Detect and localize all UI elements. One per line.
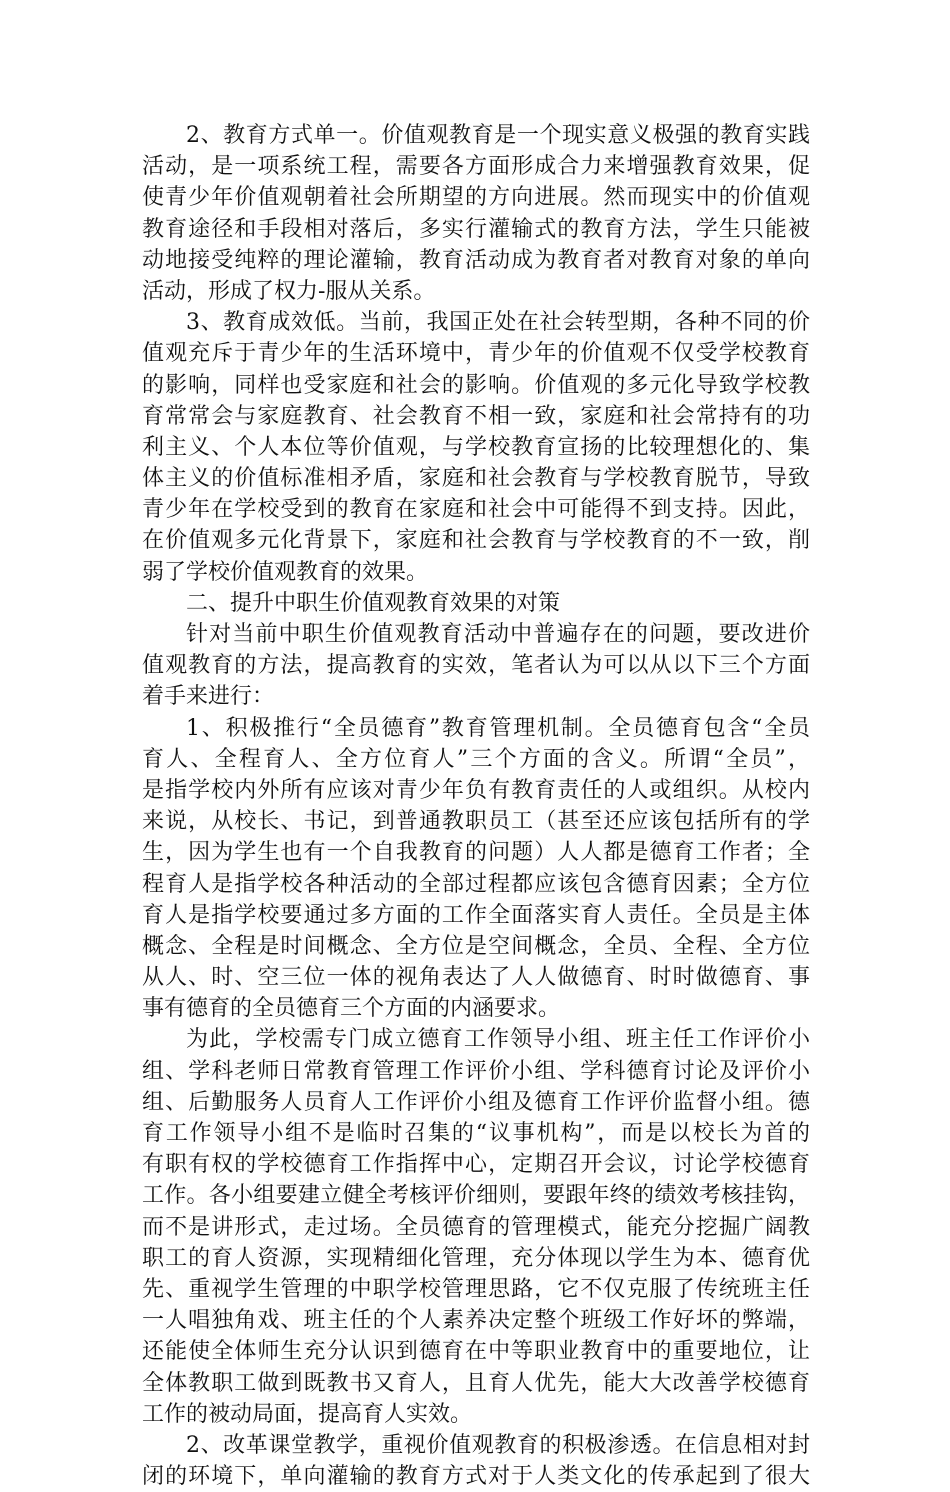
text-line: 活动，形成了权力-服从关系。: [142, 278, 436, 304]
text-line: 2、改革课堂教学，重视价值观教育的积极渗透。在信息相对封: [186, 1432, 810, 1458]
text-line: 青少年在学校受到的教育在家庭和社会中可能得不到支持。因此，: [142, 497, 810, 523]
text-line: 动地接受纯粹的理论灌输，教育活动成为教育者对教育对象的单向: [142, 247, 810, 273]
text-line: 使青少年价值观朝着社会所期望的方向进展。然而现实中的价值观: [142, 185, 810, 211]
text-line: 全体教职工做到既教书又育人，且育人优先，能大大改善学校德育: [142, 1370, 810, 1396]
text-line: 在价值观多元化背景下，家庭和社会教育与学校教育的不一致，削: [142, 528, 810, 554]
text-line: 是指学校内外所有应该对青少年负有教育责任的人或组织。从校内: [142, 777, 810, 803]
text-line: 育常常会与家庭教育、社会教育不相一致，家庭和社会常持有的功: [142, 403, 810, 429]
text-line: 2、教育方式单一。价值观教育是一个现实意义极强的教育实践: [186, 123, 810, 148]
text-line: 的影响，同样也受家庭和社会的影响。价值观的多元化导致学校教: [142, 372, 810, 398]
text-line: 值观充斥于青少年的生活环境中，青少年的价值观不仅受学校教育: [142, 341, 810, 367]
text-line: 还能使全体师生充分认识到德育在中等职业教育中的重要地位，让: [142, 1339, 810, 1365]
text-line: 二、提升中职生价值观教育效果的对策: [186, 590, 561, 616]
text-line: 组、学科老师日常教育管理工作评价小组、学科德育讨论及评价小: [142, 1058, 810, 1084]
text-line: 而不是讲形式，走过场。全员德育的管理模式，能充分挖掘广阔教: [142, 1214, 810, 1240]
text-line: 工作。各小组要建立健全考核评价细则，要跟年终的绩效考核挂钩，: [142, 1183, 810, 1209]
text-line: 职工的育人资源，实现精细化管理，充分体现以学生为本、德育优: [142, 1245, 810, 1271]
text-line: 育人是指学校要通过多方面的工作全面落实育人责任。全员是主体: [142, 902, 810, 928]
text-line: 有职有权的学校德育工作指挥中心，定期召开会议，讨论学校德育: [142, 1152, 810, 1178]
text-line: 来说，从校长、书记，到普通教职员工（甚至还应该包括所有的学: [142, 809, 810, 835]
text-line: 工作的被动局面，提高育人实效。: [142, 1401, 473, 1427]
text-line: 闭的环境下，单向灌输的教育方式对于人类文化的传承起到了很大: [142, 1464, 810, 1490]
text-line: 从人、时、空三位一体的视角表达了人人做德育、时时做德育、事: [142, 965, 810, 991]
text-line: 育工作领导小组不是临时召集的“议事机构”，而是以校长为首的: [142, 1121, 810, 1146]
text-line: 程育人是指学校各种活动的全部过程都应该包含德育因素；全方位: [142, 871, 810, 897]
document-body: [142, 120, 810, 1492]
text-line: 利主义、个人本位等价值观，与学校教育宣扬的比较理想化的、集: [142, 434, 810, 460]
text-line: 1、积极推行“全员德育”教育管理机制。全员德育包含“全员: [186, 715, 810, 741]
text-line: 针对当前中职生价值观教育活动中普遍存在的问题，要改进价: [186, 622, 810, 647]
text-line: 值观教育的方法，提高教育的实效，笔者认为可以从以下三个方面: [142, 653, 810, 679]
text-line: 组、后勤服务人员育人工作评价小组及德育工作评价监督小组。德: [142, 1089, 810, 1115]
text-line: 一人唱独角戏、班主任的个人素养决定整个班级工作好坏的弊端，: [142, 1308, 810, 1334]
text-line: 着手来进行：: [142, 684, 275, 710]
text-line: 体主义的价值标准相矛盾，家庭和社会教育与学校教育脱节，导致: [142, 466, 810, 492]
text-line: 事有德育的全员德育三个方面的内涵要求。: [142, 996, 561, 1022]
text-line: 活动，是一项系统工程，需要各方面形成合力来增强教育效果，促: [142, 154, 810, 180]
text-line: 教育途径和手段相对落后，多实行灌输式的教育方法，学生只能被: [142, 216, 810, 242]
text-line: 为此，学校需专门成立德育工作领导小组、班主任工作评价小: [186, 1027, 810, 1053]
text-line: 育人、全程育人、全方位育人”三个方面的含义。所谓“全员”，: [142, 746, 810, 772]
text-line: 先、重视学生管理的中职学校管理思路，它不仅克服了传统班主任: [142, 1276, 810, 1302]
text-line: 3、教育成效低。当前，我国正处在社会转型期，各种不同的价: [186, 310, 810, 336]
text-line: 弱了学校价值观教育的效果。: [142, 559, 429, 585]
text-line: 生，因为学生也有一个自我教育的问题）人人都是德育工作者；全: [142, 840, 810, 866]
text-line: 概念、全程是时间概念、全方位是空间概念，全员、全程、全方位: [142, 933, 810, 959]
